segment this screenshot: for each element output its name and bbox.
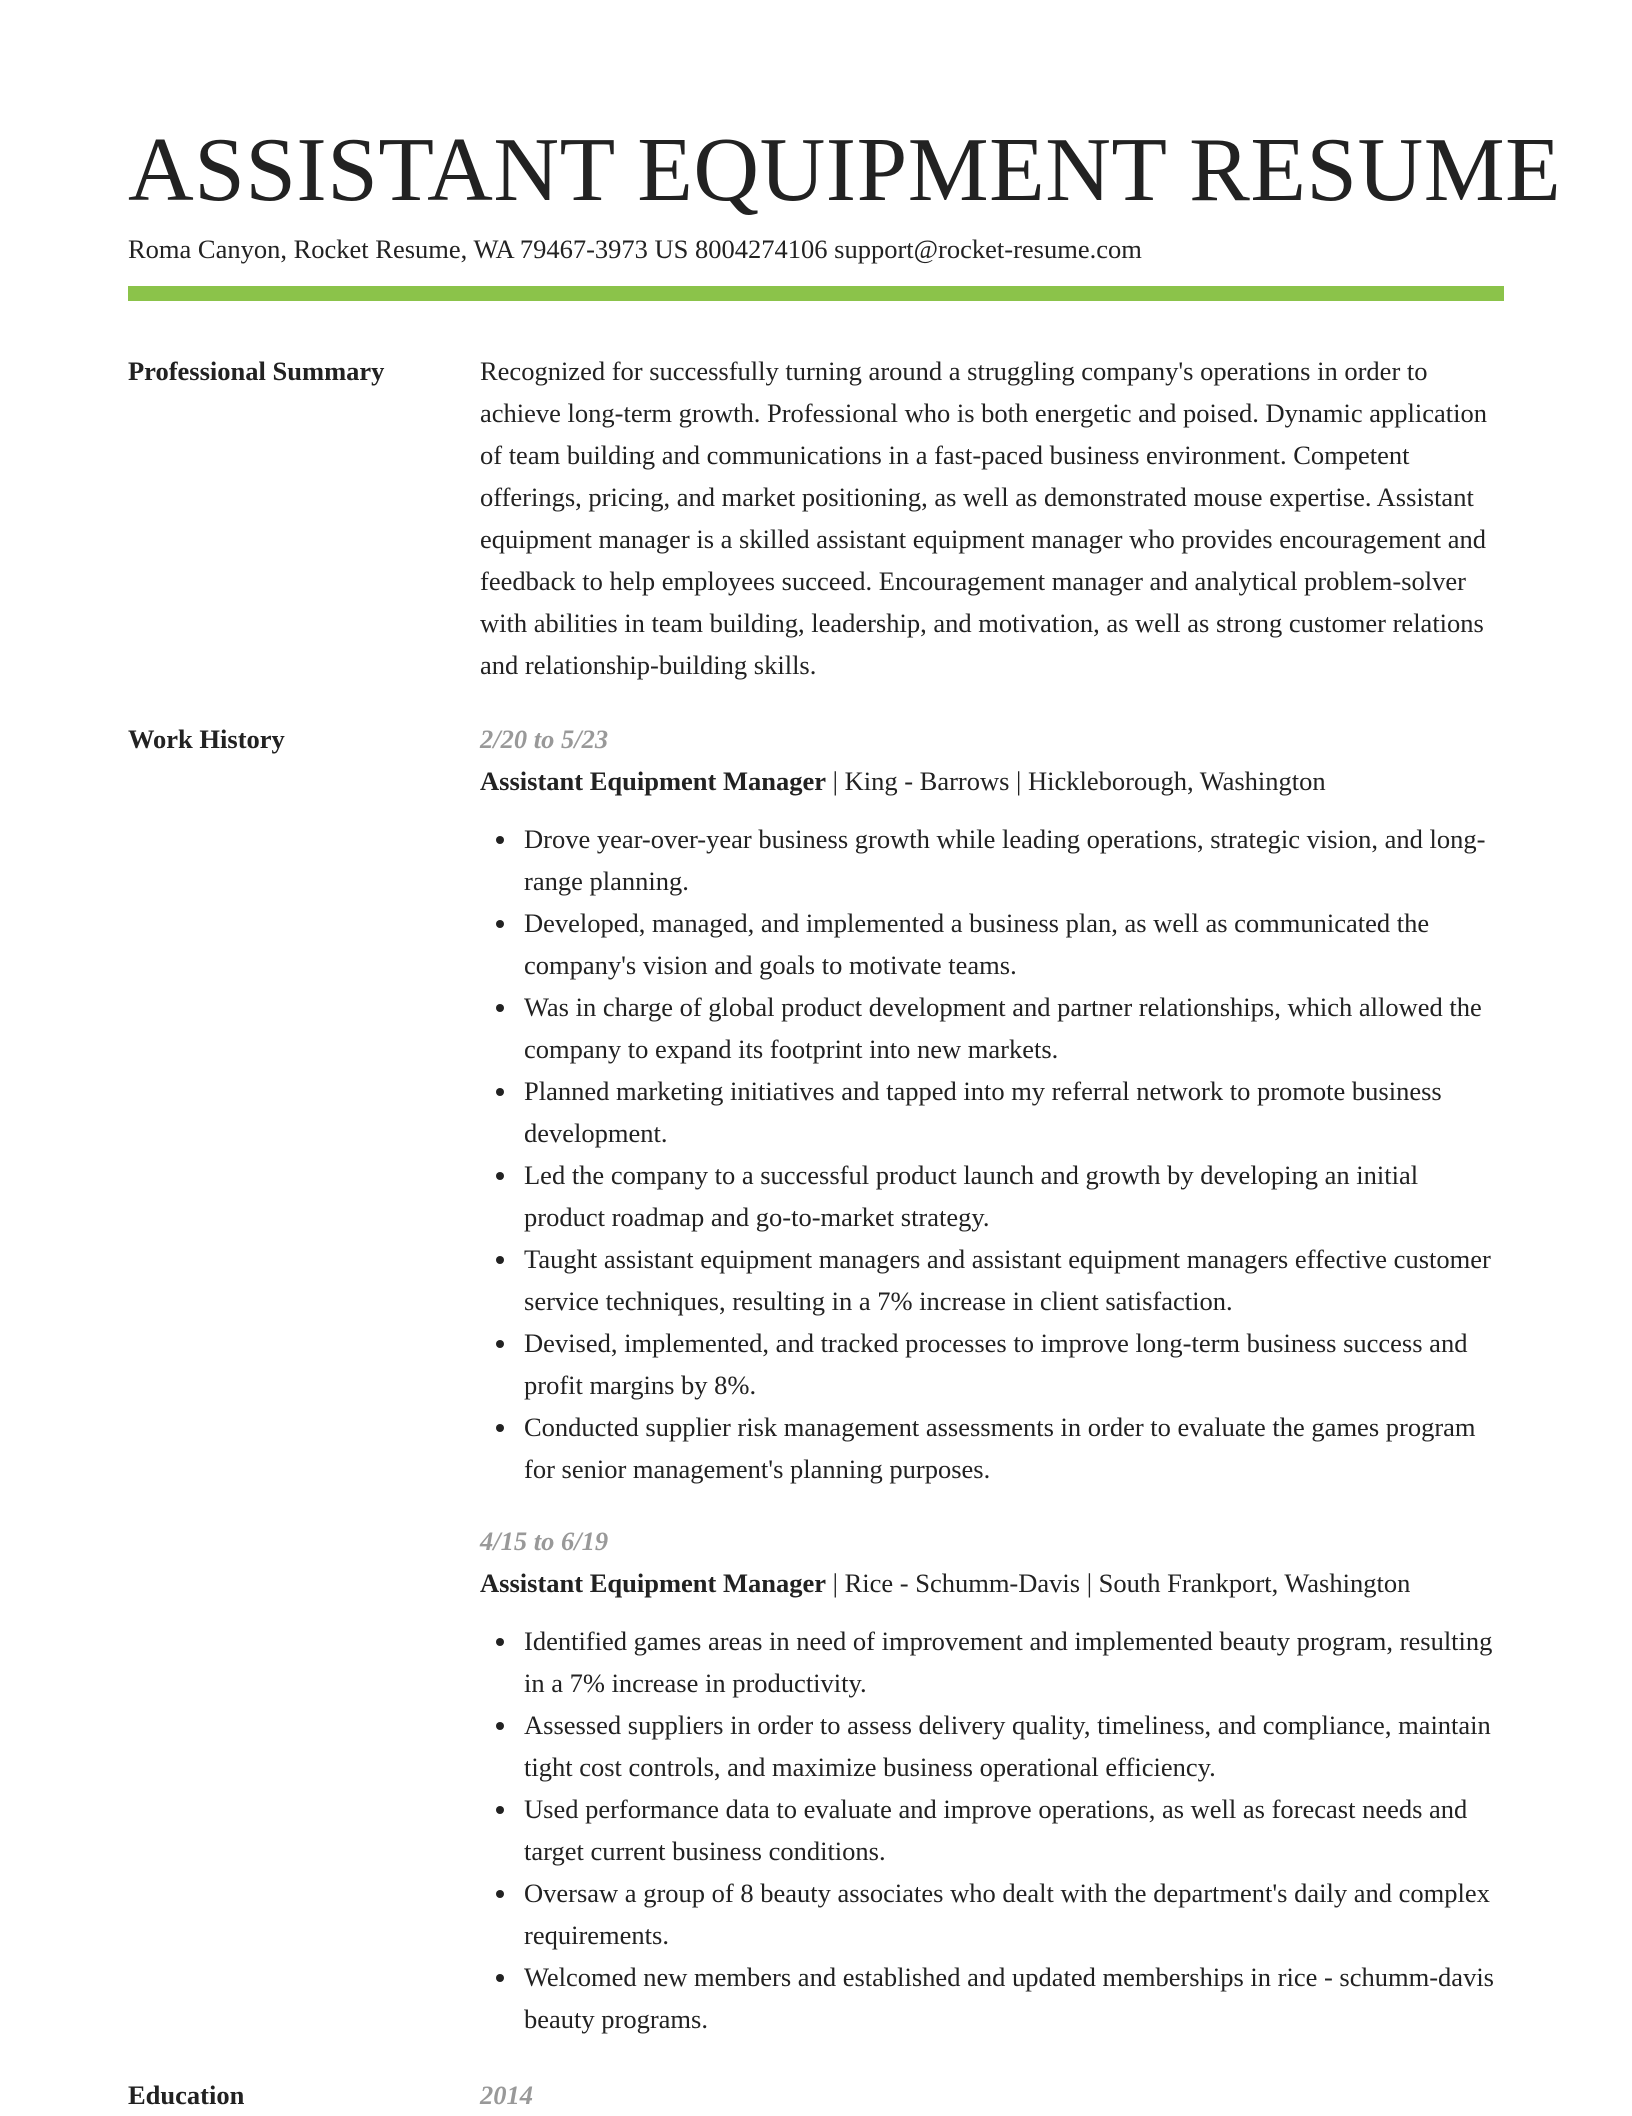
job-title: Assistant Equipment Manager	[480, 766, 827, 796]
job-bullet: Taught assistant equipment managers and assistant equipment managers effective customer service techniques, resulting in a 7% increase in client satisfaction.	[524, 1238, 1504, 1322]
job-bullet: Devised, implemented, and tracked processes to improve long-term business success and profit margins by 8%.	[524, 1322, 1504, 1406]
job-title-line	[480, 1562, 1504, 1604]
resume-title: ASSISTANT EQUIPMENT RESUME	[128, 119, 1562, 220]
job-title: Assistant Equipment Manager	[480, 1568, 827, 1598]
job-bullet: Assessed suppliers in order to assess delivery quality, timeliness, and compliance, maintain tight cost controls, and maximize business operational efficiency.	[524, 1704, 1504, 1788]
accent-divider	[128, 286, 1504, 301]
education-date: 2014	[480, 2080, 533, 2110]
summary-section	[480, 350, 1504, 686]
education-section	[480, 2074, 1504, 2116]
job-bullet: Oversaw a group of 8 beauty associates who dealt with the department's daily and complex requirements.	[524, 1872, 1504, 1956]
job-details: | Rice - Schumm-Davis | South Frankport, Washington	[826, 1568, 1411, 1598]
job-bullet: Was in charge of global product development and partner relationships, which allowed the company to expand its footprint into new markets.	[524, 986, 1504, 1070]
job-entry	[480, 718, 1504, 1490]
work-history-section	[480, 718, 1504, 2040]
job-bullets	[480, 1620, 1504, 2040]
job-bullet: Led the company to a successful product launch and growth by developing an initial product roadmap and go-to-market strategy.	[524, 1154, 1504, 1238]
job-bullet: Used performance data to evaluate and improve operations, as well as forecast needs and target current business conditions.	[524, 1788, 1504, 1872]
education-label: Education	[128, 2080, 245, 2110]
contact-line: Roma Canyon, Rocket Resume, WA 79467-3973 US 8004274106 support@rocket-resume.com	[128, 234, 1142, 264]
job-bullet: Developed, managed, and implemented a business plan, as well as communicated the company's vision and goals to motivate teams.	[524, 902, 1504, 986]
job-bullet: Welcomed new members and established and updated memberships in rice - schumm-davis beauty programs.	[524, 1956, 1504, 2040]
work-history-label: Work History	[128, 724, 285, 754]
job-title-line	[480, 760, 1504, 802]
job-bullets	[480, 818, 1504, 1490]
job-bullet: Conducted supplier risk management assessments in order to evaluate the games program for senior management's planning purposes.	[524, 1406, 1504, 1490]
job-bullet: Drove year-over-year business growth while leading operations, strategic vision, and long-range planning.	[524, 818, 1504, 902]
job-bullet: Planned marketing initiatives and tapped into my referral network to promote business development.	[524, 1070, 1504, 1154]
job-bullet: Identified games areas in need of improvement and implemented beauty program, resulting in a 7% increase in productivity.	[524, 1620, 1504, 1704]
job-dates: 4/15 to 6/19	[480, 1526, 609, 1556]
job-details: | King - Barrows | Hickleborough, Washington	[826, 766, 1326, 796]
job-entry	[480, 1520, 1504, 2040]
summary-text: Recognized for successfully turning around a struggling company's operations in order to achieve long-term growth. Professional who is both energetic and poised. Dynamic application of team building and communications in a fast-paced business environment. Competent offerings, pricing, and market positioning, as well as demonstrated mouse expertise. Assistant equipment manager is a skilled assistant equipment manager who provides encouragement and feedback to help employees succeed. Encouragement manager and analytical problem-solver with abilities in team building, leadership, and motivation, as well as strong customer relations and relationship-building skills.	[480, 356, 1487, 680]
job-dates: 2/20 to 5/23	[480, 724, 609, 754]
summary-label: Professional Summary	[128, 356, 385, 386]
